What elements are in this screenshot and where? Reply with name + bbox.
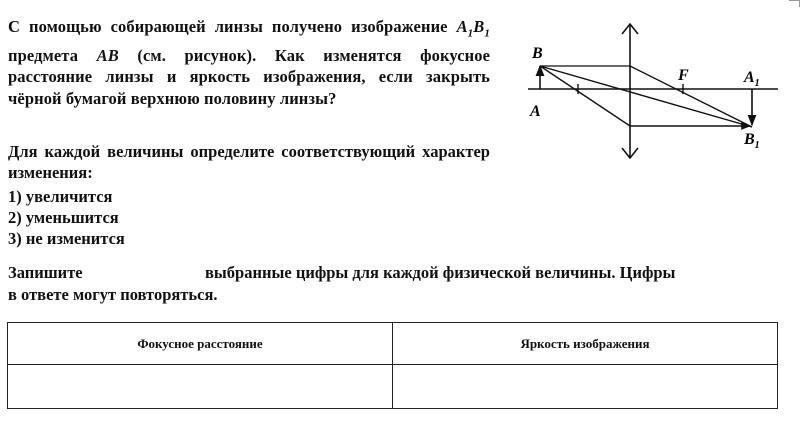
- answer-cell-focal-length[interactable]: [8, 366, 392, 408]
- instruction-text: Для каждой величины определите соответствующий характер изменения:: [8, 142, 490, 182]
- question-text: [8, 16, 490, 109]
- label-a1: $A_1$: [744, 69, 760, 89]
- ray-center: [540, 66, 752, 127]
- write-instruction-line2: в ответе могут повторяться.: [8, 285, 218, 304]
- image-label-a1: $A_1B_1$: [456, 17, 490, 40]
- label-a: A: [530, 103, 541, 120]
- label-b: B: [532, 45, 543, 62]
- option-3: 3) не изменится: [8, 229, 125, 248]
- write-rest: выбранные цифры для каждой физической величины. Цифры: [205, 263, 676, 282]
- write-word: Запишите: [8, 263, 83, 282]
- object-label-ab: AB: [96, 45, 119, 65]
- answer-table: [7, 322, 778, 409]
- options-list: [8, 186, 125, 249]
- header-image-brightness: Яркость изображения: [520, 336, 650, 351]
- table-header-divider: [8, 364, 777, 365]
- corner-mark: [789, 0, 800, 7]
- question-part3: (см. рисунок). Как изменятся фокусное расстояние линзы и яркость изображения, если закрыть чёрной бумагой верхнюю половину линзы?: [8, 45, 491, 108]
- option-1: 1) увеличится: [8, 187, 113, 206]
- ray-through-focus: [540, 66, 630, 126]
- question-part2: предмета: [8, 45, 97, 65]
- answer-cell-brightness[interactable]: [394, 366, 777, 408]
- label-b1: $B_1$: [744, 131, 760, 151]
- option-2: 2) уменьшится: [8, 208, 119, 227]
- question-part1: С помощью собирающей линзы получено изображение: [8, 17, 457, 36]
- lens-diagram: [520, 20, 780, 170]
- header-focal-length: Фокусное расстояние: [137, 336, 263, 351]
- label-f: F: [678, 67, 689, 84]
